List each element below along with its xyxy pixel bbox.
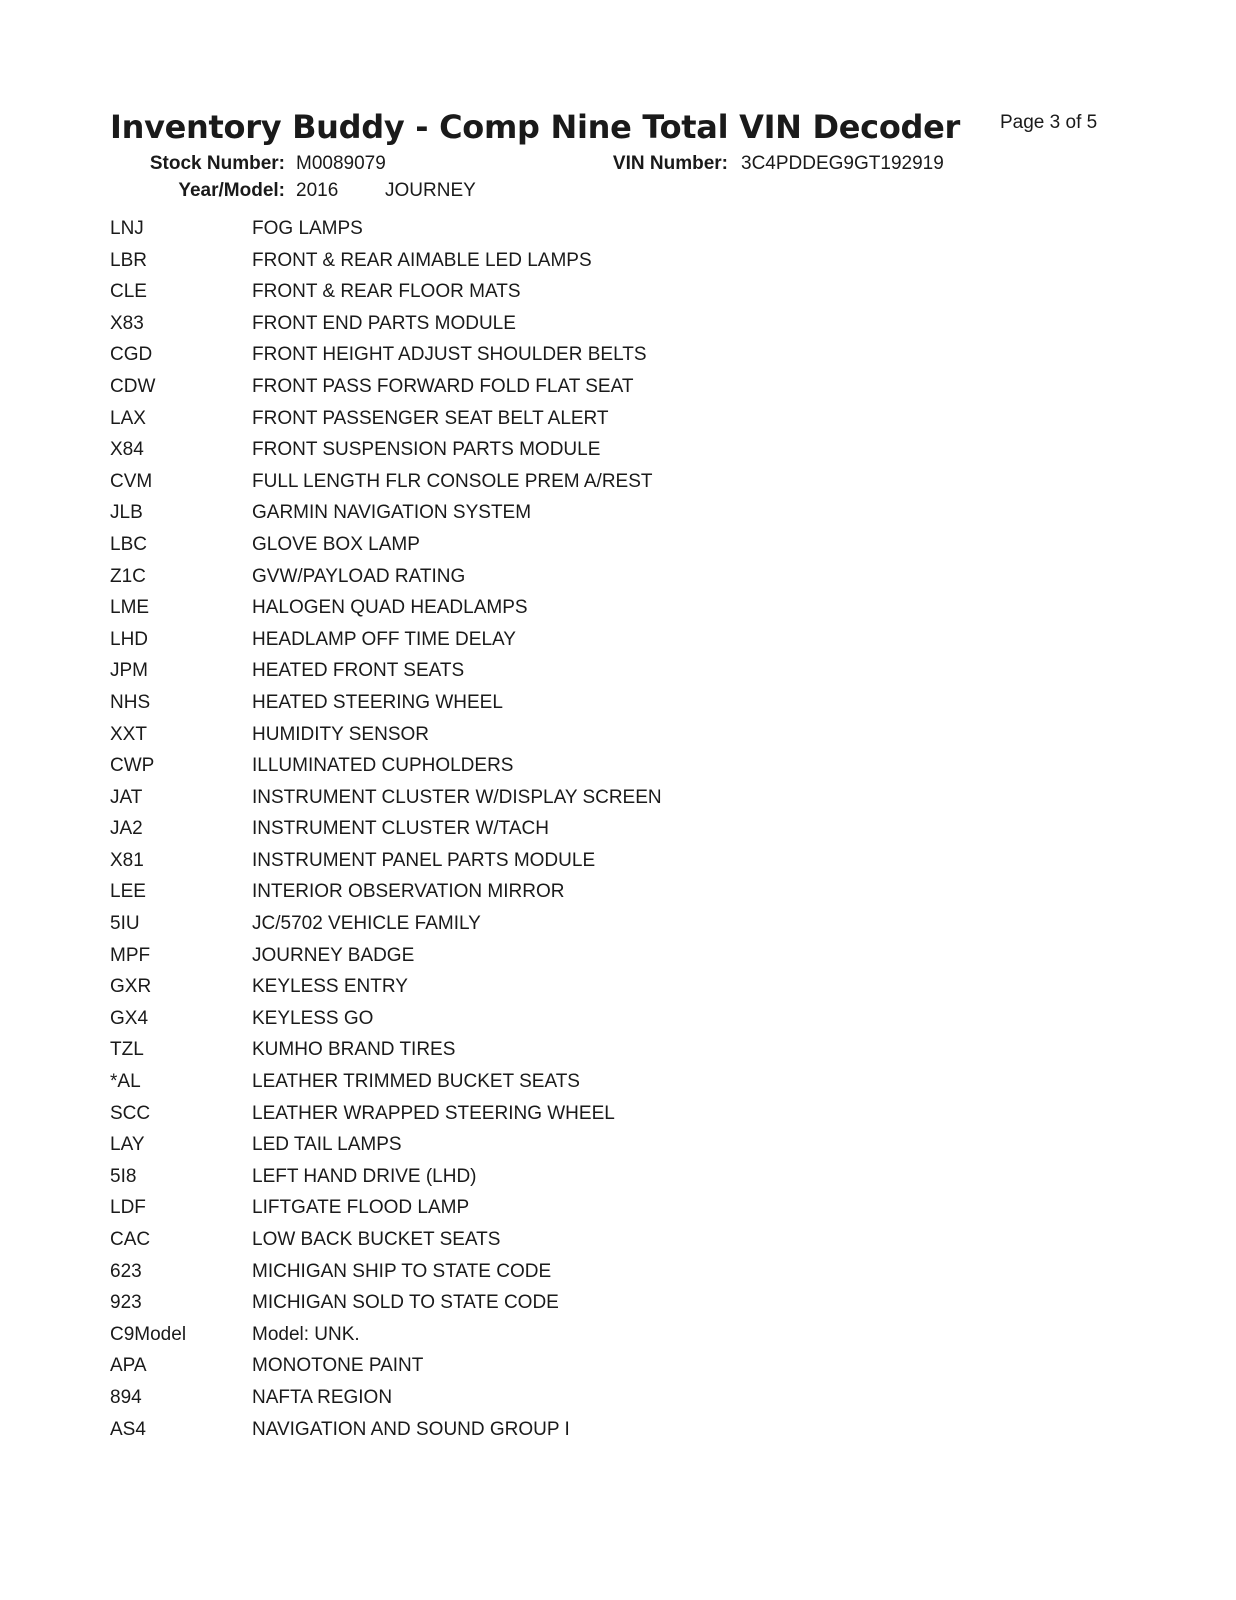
option-description: LED TAIL LAMPS bbox=[252, 1134, 402, 1156]
option-code: LEE bbox=[110, 881, 146, 903]
option-code: CLE bbox=[110, 281, 147, 303]
option-description: KEYLESS GO bbox=[252, 1007, 374, 1029]
option-code: CAC bbox=[110, 1229, 151, 1250]
vin-number-value: 3C4PDDEG9GT192919 bbox=[741, 153, 944, 174]
option-description: GVW/PAYLOAD RATING bbox=[252, 565, 466, 587]
option-code: X81 bbox=[110, 849, 144, 871]
option-description: HEATED STEERING WHEEL bbox=[252, 691, 503, 713]
option-description: Model: UNK. bbox=[252, 1323, 360, 1345]
option-description: HEADLAMP OFF TIME DELAY bbox=[252, 628, 516, 650]
option-code: 5IU bbox=[110, 913, 140, 935]
option-description: FRONT SUSPENSION PARTS MODULE bbox=[252, 439, 601, 461]
option-description: LIFTGATE FLOOD LAMP bbox=[252, 1197, 470, 1219]
option-description: GARMIN NAVIGATION SYSTEM bbox=[252, 502, 532, 524]
option-description: LEATHER WRAPPED STEERING WHEEL bbox=[252, 1102, 615, 1124]
option-code: Z1C bbox=[110, 565, 146, 587]
option-description: ILLUMINATED CUPHOLDERS bbox=[252, 755, 514, 777]
model-value: JOURNEY bbox=[385, 180, 476, 201]
option-description: INSTRUMENT PANEL PARTS MODULE bbox=[252, 849, 596, 871]
option-code: XXT bbox=[110, 723, 147, 745]
option-code: LBR bbox=[110, 249, 147, 271]
option-code: 894 bbox=[110, 1386, 142, 1408]
option-code: LDF bbox=[110, 1197, 146, 1219]
option-code: LME bbox=[110, 597, 150, 619]
option-description: LOW BACK BUCKET SEATS bbox=[252, 1229, 501, 1250]
option-description: FRONT & REAR FLOOR MATS bbox=[252, 281, 521, 303]
option-description: JOURNEY BADGE bbox=[252, 944, 415, 966]
option-description: FRONT PASS FORWARD FOLD FLAT SEAT bbox=[252, 375, 634, 397]
option-description: HALOGEN QUAD HEADLAMPS bbox=[252, 597, 528, 619]
option-description: HUMIDITY SENSOR bbox=[252, 723, 430, 745]
option-code: LAX bbox=[110, 407, 146, 429]
option-code: C9Model bbox=[110, 1323, 187, 1345]
option-description: FRONT HEIGHT ADJUST SHOULDER BELTS bbox=[252, 344, 647, 366]
option-code: TZL bbox=[110, 1039, 144, 1061]
option-description: NAVIGATION AND SOUND GROUP I bbox=[252, 1418, 570, 1440]
option-description: INSTRUMENT CLUSTER W/DISPLAY SCREEN bbox=[252, 786, 662, 808]
option-description: MICHIGAN SOLD TO STATE CODE bbox=[252, 1292, 559, 1314]
option-code: LAY bbox=[110, 1134, 145, 1156]
option-code: X84 bbox=[110, 439, 144, 461]
option-code: JA2 bbox=[110, 818, 143, 840]
option-code: SCC bbox=[110, 1102, 151, 1124]
option-description: FOG LAMPS bbox=[252, 218, 363, 239]
option-description: GLOVE BOX LAMP bbox=[252, 533, 420, 555]
option-code: MPF bbox=[110, 944, 151, 966]
option-code: LBC bbox=[110, 533, 147, 555]
option-description: NAFTA REGION bbox=[252, 1386, 393, 1408]
option-description: KEYLESS ENTRY bbox=[252, 976, 408, 998]
option-code: 5I8 bbox=[110, 1165, 137, 1187]
document-title: Inventory Buddy - Comp Nine Total VIN Decoder bbox=[110, 108, 961, 146]
option-code: GXR bbox=[110, 976, 152, 998]
option-description: FRONT PASSENGER SEAT BELT ALERT bbox=[252, 407, 609, 429]
option-description: FRONT END PARTS MODULE bbox=[252, 312, 516, 334]
option-code: GX4 bbox=[110, 1007, 149, 1029]
page-number: Page 3 of 5 bbox=[1000, 112, 1098, 133]
option-code: 623 bbox=[110, 1260, 142, 1282]
option-code: LNJ bbox=[110, 218, 144, 239]
option-code: NHS bbox=[110, 691, 151, 713]
option-description: LEATHER TRIMMED BUCKET SEATS bbox=[252, 1071, 580, 1093]
option-code: JAT bbox=[110, 786, 143, 808]
option-description: FULL LENGTH FLR CONSOLE PREM A/REST bbox=[252, 470, 653, 492]
option-code: X83 bbox=[110, 312, 144, 334]
vin-number-label: VIN Number: bbox=[612, 153, 728, 174]
option-code: CVM bbox=[110, 470, 153, 492]
option-code: LHD bbox=[110, 628, 149, 650]
year-value: 2016 bbox=[296, 180, 339, 201]
option-code: JLB bbox=[110, 502, 143, 524]
option-description: FRONT & REAR AIMABLE LED LAMPS bbox=[252, 249, 592, 271]
stock-number-label: Stock Number: bbox=[149, 153, 285, 174]
option-description: INSTRUMENT CLUSTER W/TACH bbox=[252, 818, 549, 840]
option-description: LEFT HAND DRIVE (LHD) bbox=[252, 1165, 477, 1187]
stock-number-value: M0089079 bbox=[296, 153, 386, 174]
option-description: HEATED FRONT SEATS bbox=[252, 660, 465, 682]
option-code: *AL bbox=[110, 1071, 141, 1093]
year-model-label: Year/Model: bbox=[178, 180, 285, 201]
option-code: 923 bbox=[110, 1292, 142, 1314]
option-code: CWP bbox=[110, 755, 155, 777]
option-code: CDW bbox=[110, 375, 156, 397]
option-code: AS4 bbox=[110, 1418, 146, 1440]
option-code: JPM bbox=[110, 660, 148, 682]
option-code: CGD bbox=[110, 344, 153, 366]
option-description: INTERIOR OBSERVATION MIRROR bbox=[252, 881, 565, 903]
option-description: KUMHO BRAND TIRES bbox=[252, 1039, 456, 1061]
option-description: MONOTONE PAINT bbox=[252, 1355, 424, 1377]
option-code: APA bbox=[110, 1355, 147, 1377]
option-description: MICHIGAN SHIP TO STATE CODE bbox=[252, 1260, 552, 1282]
option-description: JC/5702 VEHICLE FAMILY bbox=[252, 913, 481, 935]
